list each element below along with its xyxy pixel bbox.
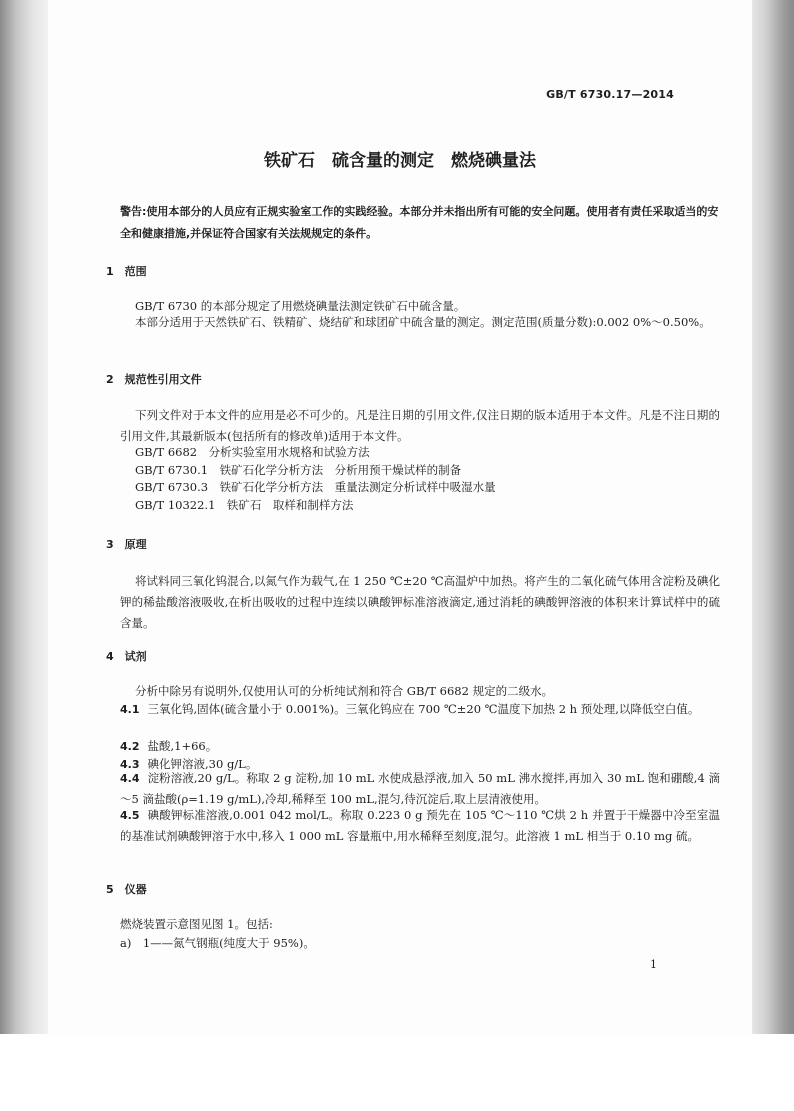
reagent-item [120, 738, 217, 754]
reference-item: GB/T 6730.3 铁矿石化学分析方法 重量法测定分析试样中吸湿水量 [135, 480, 496, 494]
page-title: 铁矿石 硫含量的测定 燃烧碘量法 [264, 151, 536, 171]
reference-item: GB/T 6730.1 铁矿石化学分析方法 分析用预干燥试样的制备 [135, 463, 462, 477]
reference-item: GB/T 6682 分析实验室用水规格和试验方法 [135, 445, 370, 459]
reagent-item-number: 4.3 [120, 758, 140, 771]
section-heading-normative-references: 2 规范性引用文件 [106, 373, 202, 386]
reagent-item-number: 4.2 [120, 740, 140, 753]
apparatus-item: a) 1——氮气钢瓶(纯度大于 95%)。 [120, 936, 315, 950]
references-paragraph: 下列文件对于本文件的应用是必不可少的。凡是注日期的引用文件,仅注日期的版本适用于本文件。凡是不注日期的引用文件,其最新版本(包括所有的修改单)适用于本文件。 [120, 408, 720, 443]
apparatus-intro: 燃烧装置示意图见图 1。包括: [120, 917, 273, 931]
section-heading-reagents: 4 试剂 [106, 650, 147, 663]
reagent-item-number: 4.1 [120, 703, 140, 716]
section-heading-principle: 3 原理 [106, 538, 147, 551]
scope-paragraph-1: GB/T 6730 的本部分规定了用燃烧碘量法测定铁矿石中硫含量。 [135, 299, 466, 313]
reagent-item-text: 淀粉溶液,20 g/L。称取 2 g 淀粉,加 10 mL 水使成悬浮液,加入 50 mL 沸水搅拌,再加入 30 mL 饱和硼酸,4 滴～5 滴盐酸(ρ=1.19 g/mL),冷却,稀释至 100 mL,混匀,待沉淀后,取上层清液使用。 [120, 771, 720, 806]
reagent-item-text: 盐酸,1+66。 [147, 739, 218, 753]
reagent-item-number: 4.4 [120, 772, 140, 785]
principle-paragraph: 将试料同三氧化钨混合,以氮气作为载气,在 1 250 ℃±20 ℃高温炉中加热。将产生的二氧化硫气体用含淀粉及碘化钾的稀盐酸溶液吸收,在析出吸收的过程中连续以碘酸钾标准溶液滴定,通过消耗的碘酸钾溶液的体积来计算试样中的硫含量。 [120, 574, 720, 630]
page-number: 1 [650, 958, 657, 971]
reagent-item-number: 4.5 [120, 809, 140, 822]
reagent-item-text: 碘酸钾标准溶液,0.001 042 mol/L。称取 0.223 0 g 预先在 105 ℃～110 ℃烘 2 h 并置于干燥器中冷至室温的基准试剂碘酸钾溶于水中,移入 1 000 mL 容量瓶中,用水稀释至刻度,混匀。此溶液 1 mL 相当于 0.10 mg 硫。 [120, 808, 720, 843]
reagent-item-text: 碘化钾溶液,30 g/L。 [147, 757, 258, 771]
section-heading-scope: 1 范围 [106, 265, 147, 278]
reference-item: GB/T 10322.1 铁矿石 取样和制样方法 [135, 498, 354, 512]
standard-number: GB/T 6730.17—2014 [546, 88, 674, 101]
reagent-item [120, 805, 720, 847]
reagent-item [120, 768, 720, 810]
reagents-intro: 分析中除另有说明外,仅使用认可的分析纯试剂和符合 GB/T 6682 规定的二级水。 [135, 684, 554, 698]
reagent-item [120, 699, 720, 720]
scope-paragraph-2: 本部分适用于天然铁矿石、铁精矿、烧结矿和球团矿中硫含量的测定。测定范围(质量分数):0.002 0%～0.50%。 [135, 315, 711, 329]
viewer-bottom-area [0, 1034, 794, 1111]
section-heading-apparatus: 5 仪器 [106, 883, 147, 896]
reagent-item-text: 三氧化钨,固体(硫含量小于 0.001%)。三氧化钨应在 700 ℃±20 ℃温度下加热 2 h 预处理,以降低空白值。 [147, 702, 700, 716]
document-page [48, 0, 752, 1034]
warning-paragraph: 警告:使用本部分的人员应有正规实验室工作的实践经验。本部分并未指出所有可能的安全问题。使用者有责任采取适当的安全和健康措施,并保证符合国家有关法规规定的条件。 [120, 205, 719, 240]
